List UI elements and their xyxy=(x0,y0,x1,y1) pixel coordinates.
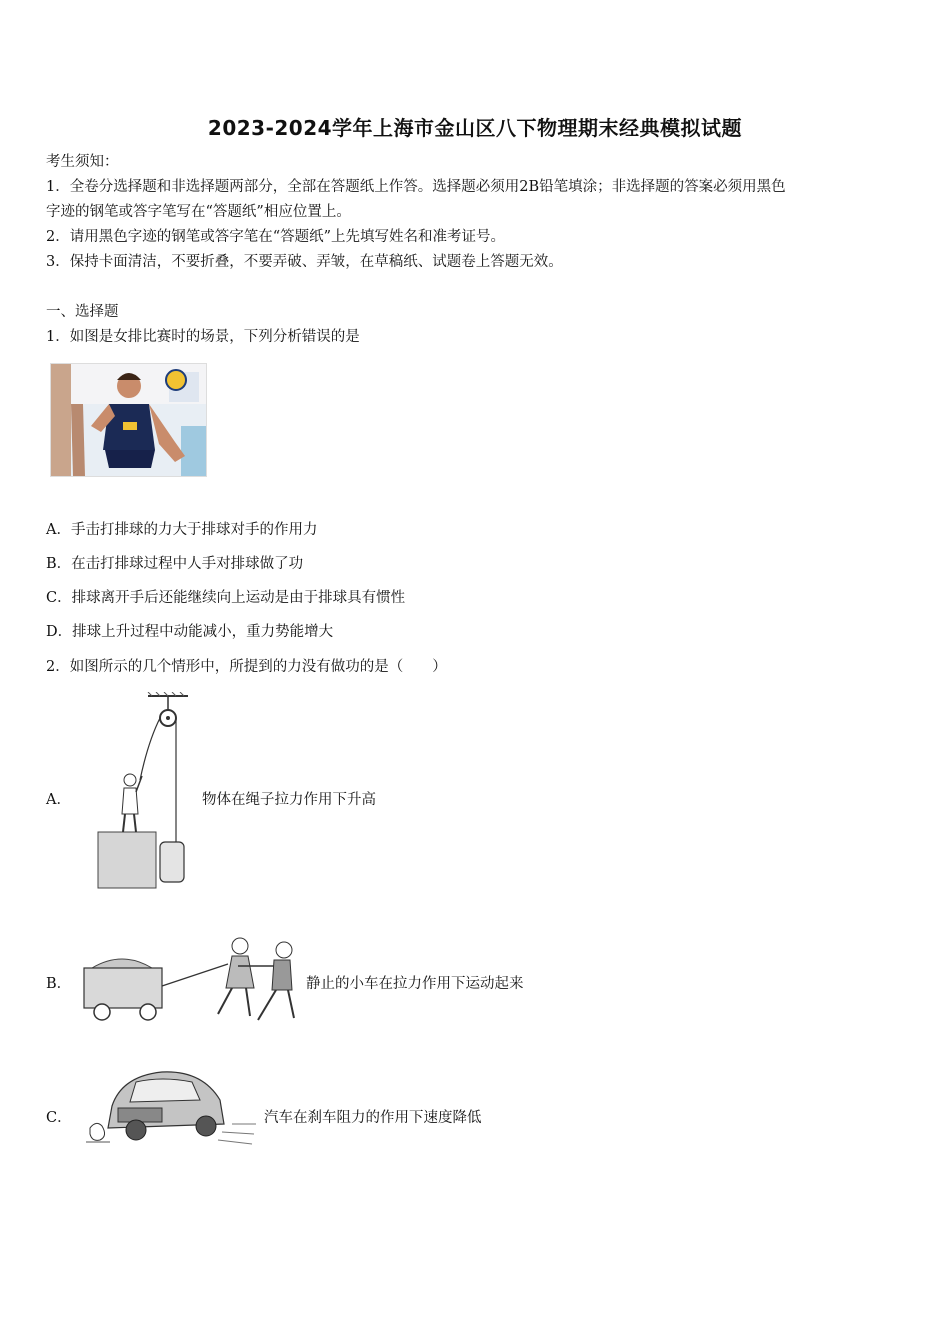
question-2-stem: 2．如图所示的几个情形中，所提到的力没有做功的是（ ） xyxy=(46,659,447,675)
cart-pulling-illustration xyxy=(78,932,300,1026)
braking-car-illustration xyxy=(82,1062,258,1152)
volleyball-photo xyxy=(50,363,207,477)
notice-line-3: 2．请用黑色字迹的钢笔或答字笔在“答题纸”上先填写姓名和准考证号。 xyxy=(46,229,506,245)
q2-option-c-text: 汽车在刹车阻力的作用下速度降低 xyxy=(264,1110,482,1126)
q2-option-b-text: 静止的小车在拉力作用下运动起来 xyxy=(306,976,524,992)
pulley-lifting-illustration xyxy=(96,692,196,892)
q1-option-a: A．手击打排球的力大于排球对手的作用力 xyxy=(46,522,318,538)
q1-option-d: D．排球上升过程中动能减小，重力势能增大 xyxy=(46,624,334,640)
q2-option-b-label: B． xyxy=(46,976,72,992)
q2-option-a-label: A． xyxy=(46,792,71,808)
notice-heading: 考生须知： xyxy=(46,154,119,170)
q1-option-b: B．在击打排球过程中人手对排球做了功 xyxy=(46,556,304,572)
notice-line-2: 字迹的钢笔或答字笔写在“答题纸”相应位置上。 xyxy=(46,204,351,220)
question-1-stem: 1．如图是女排比赛时的场景，下列分析错误的是 xyxy=(46,329,360,345)
notice-line-4: 3．保持卡面清洁，不要折叠，不要弄破、弄皱，在草稿纸、试题卷上答题无效。 xyxy=(46,254,563,270)
q2-option-a-text: 物体在绳子拉力作用下升高 xyxy=(202,792,376,808)
page-title: 2023-2024学年上海市金山区八下物理期末经典模拟试题 xyxy=(207,116,743,140)
q2-option-c-label: C． xyxy=(46,1110,72,1126)
q1-option-c: C．排球离开手后还能继续向上运动是由于排球具有惯性 xyxy=(46,590,406,606)
section-heading: 一、选择题 xyxy=(46,304,119,320)
notice-line-1: 1．全卷分选择题和非选择题两部分，全部在答题纸上作答。选择题必须用2B铅笔填涂；非选择题的答案必须用黑色 xyxy=(46,179,786,195)
